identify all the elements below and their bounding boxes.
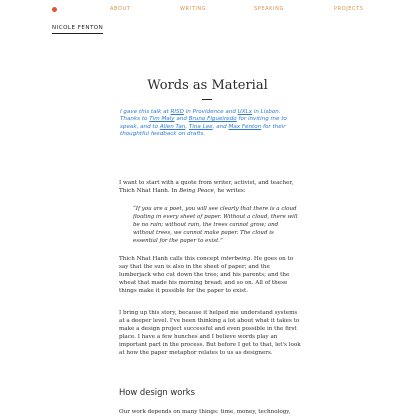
term-interbeing: interbeing xyxy=(220,256,251,262)
paragraph-text: I want to start with a quote from writer, activist, and teacher, Thich Nhat Hanh. In xyxy=(119,180,294,194)
book-title: Being Peace xyxy=(179,188,214,194)
top-nav xyxy=(0,0,415,20)
blockquote: “If you are a poet, you will see clearly that there is a cloud floating in every sheet of paper. Without a cloud, there will be no rain; without rain, the trees cannot grow; and without trees, we cannot make paper. The cloud is essential for the paper to exist.” xyxy=(133,206,298,244)
paragraph-intro-quote xyxy=(119,179,301,195)
paragraph-systems: I bring up this story, because it helped me understand systems at a deeper level. I've been thinking a lot about what it takes to make a design project successful and even possible in the first place. I have a few hunches and I believe words play an important part in the process. But before I get to that, let's look at how the paper metaphor relates to us as designers. xyxy=(119,310,301,356)
link-risd[interactable]: RISD xyxy=(170,109,184,115)
link-tina-lee[interactable]: Tina Lee xyxy=(188,123,213,130)
intro-text: in Providence and xyxy=(183,109,238,115)
section-heading: How design works xyxy=(119,387,196,397)
intro-text: in Lisbon. Thanks to xyxy=(120,109,281,123)
link-uxlx[interactable]: UXLx xyxy=(237,109,253,115)
title-divider xyxy=(202,99,212,100)
link-tim-maly[interactable]: Tim Maly xyxy=(149,116,175,123)
intro-text: , and xyxy=(212,123,229,130)
intro-text: for their thoughtful feedback on drafts. xyxy=(120,123,286,138)
intro-text: I gave this talk at xyxy=(120,109,171,115)
intro-note xyxy=(120,109,298,139)
logo-dot-icon[interactable] xyxy=(52,7,57,12)
nav-writing[interactable]: WRITING xyxy=(180,6,207,12)
intro-text: for inviting me to speak, and to xyxy=(120,116,287,130)
nav-projects[interactable]: PROJECTS xyxy=(334,6,364,12)
intro-text: and xyxy=(174,116,189,123)
nav-speaking[interactable]: SPEAKING xyxy=(254,6,284,12)
paragraph-interbeing xyxy=(119,255,301,295)
link-max-fenton[interactable]: Max Fenton xyxy=(228,123,262,130)
paragraph-text: , he writes: xyxy=(213,188,246,194)
paragraph-text: . He goes on to say that the sun is also in the sheet of paper; and the lumberjack who cut down the tree; and his parents; and the wheat that made his morning bread; and so on. All of these things make it possible for the paper to exist. xyxy=(119,256,294,294)
page-title: Words as Material xyxy=(147,78,268,93)
paragraph-text: Thich Nhat Hanh calls this concept xyxy=(119,256,221,262)
intro-text: , xyxy=(185,123,189,130)
site-brand-link[interactable]: NICOLE FENTON xyxy=(52,25,103,34)
link-allen-tan[interactable]: Allen Tan xyxy=(159,123,186,130)
paragraph-design-works: Our work depends on many things: time, money, technology, xyxy=(119,409,291,415)
link-bruno-figueiredo[interactable]: Bruno Figueiredo xyxy=(188,116,237,123)
nav-about[interactable]: ABOUT xyxy=(110,6,131,12)
